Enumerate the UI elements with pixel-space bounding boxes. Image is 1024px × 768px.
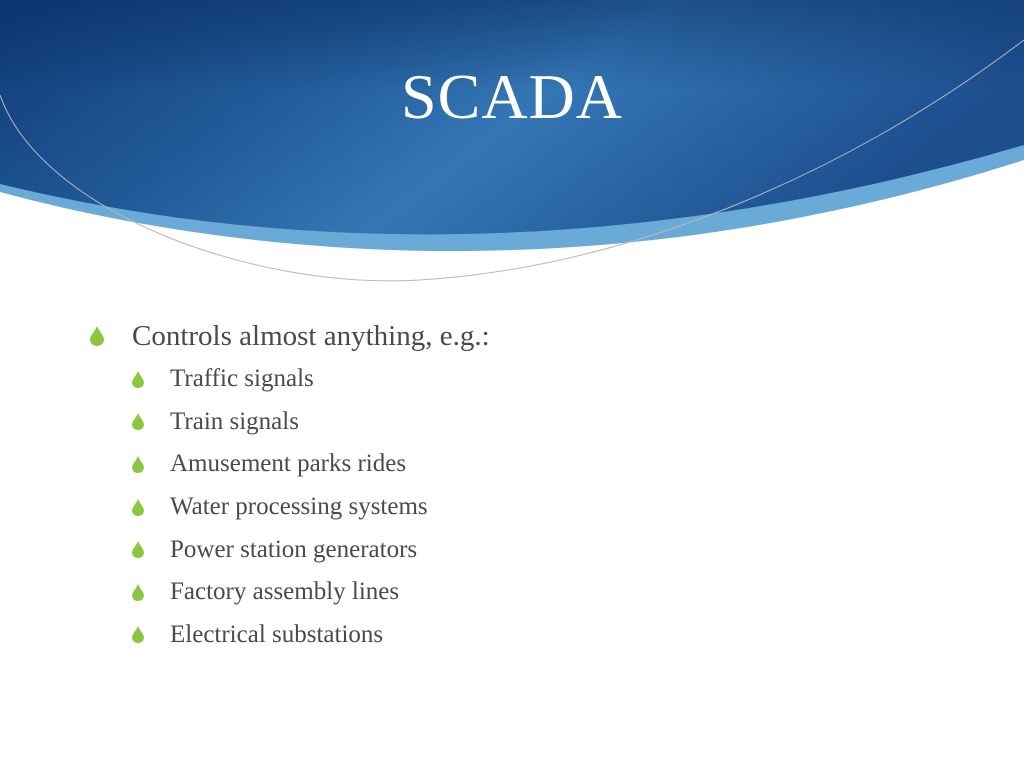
sub-bullet-text: Power station generators	[170, 535, 418, 563]
sub-bullet-text: Amusement parks rides	[170, 450, 407, 478]
main-bullet	[90, 314, 970, 358]
sub-bullet-item	[132, 614, 970, 657]
sub-bullet-text: Traffic signals	[170, 365, 314, 393]
water-drop-icon	[132, 371, 170, 388]
water-drop-icon	[90, 326, 132, 346]
sub-bullet-text: Electrical substations	[170, 620, 384, 648]
sub-bullet-item	[132, 528, 970, 571]
sub-bullet-list	[90, 358, 970, 656]
water-drop-icon	[132, 626, 170, 643]
sub-bullet-item	[132, 401, 970, 444]
main-bullet-text: Controls almost anything, e.g.:	[132, 319, 490, 352]
water-drop-icon	[132, 541, 170, 558]
sub-bullet-text: Factory assembly lines	[170, 578, 400, 606]
sub-bullet-text: Water processing systems	[170, 493, 428, 521]
water-drop-icon	[132, 499, 170, 516]
water-drop-icon	[132, 584, 170, 601]
water-drop-icon	[132, 413, 170, 430]
sub-bullet-item	[132, 358, 970, 401]
bullet-list	[90, 314, 970, 656]
sub-bullet-item	[132, 486, 970, 529]
water-drop-icon	[132, 456, 170, 473]
sub-bullet-item	[132, 571, 970, 614]
sub-bullet-item	[132, 443, 970, 486]
sub-bullet-text: Train signals	[170, 407, 299, 435]
header-wave-background	[0, 0, 1024, 300]
slide-title: SCADA	[401, 61, 623, 132]
